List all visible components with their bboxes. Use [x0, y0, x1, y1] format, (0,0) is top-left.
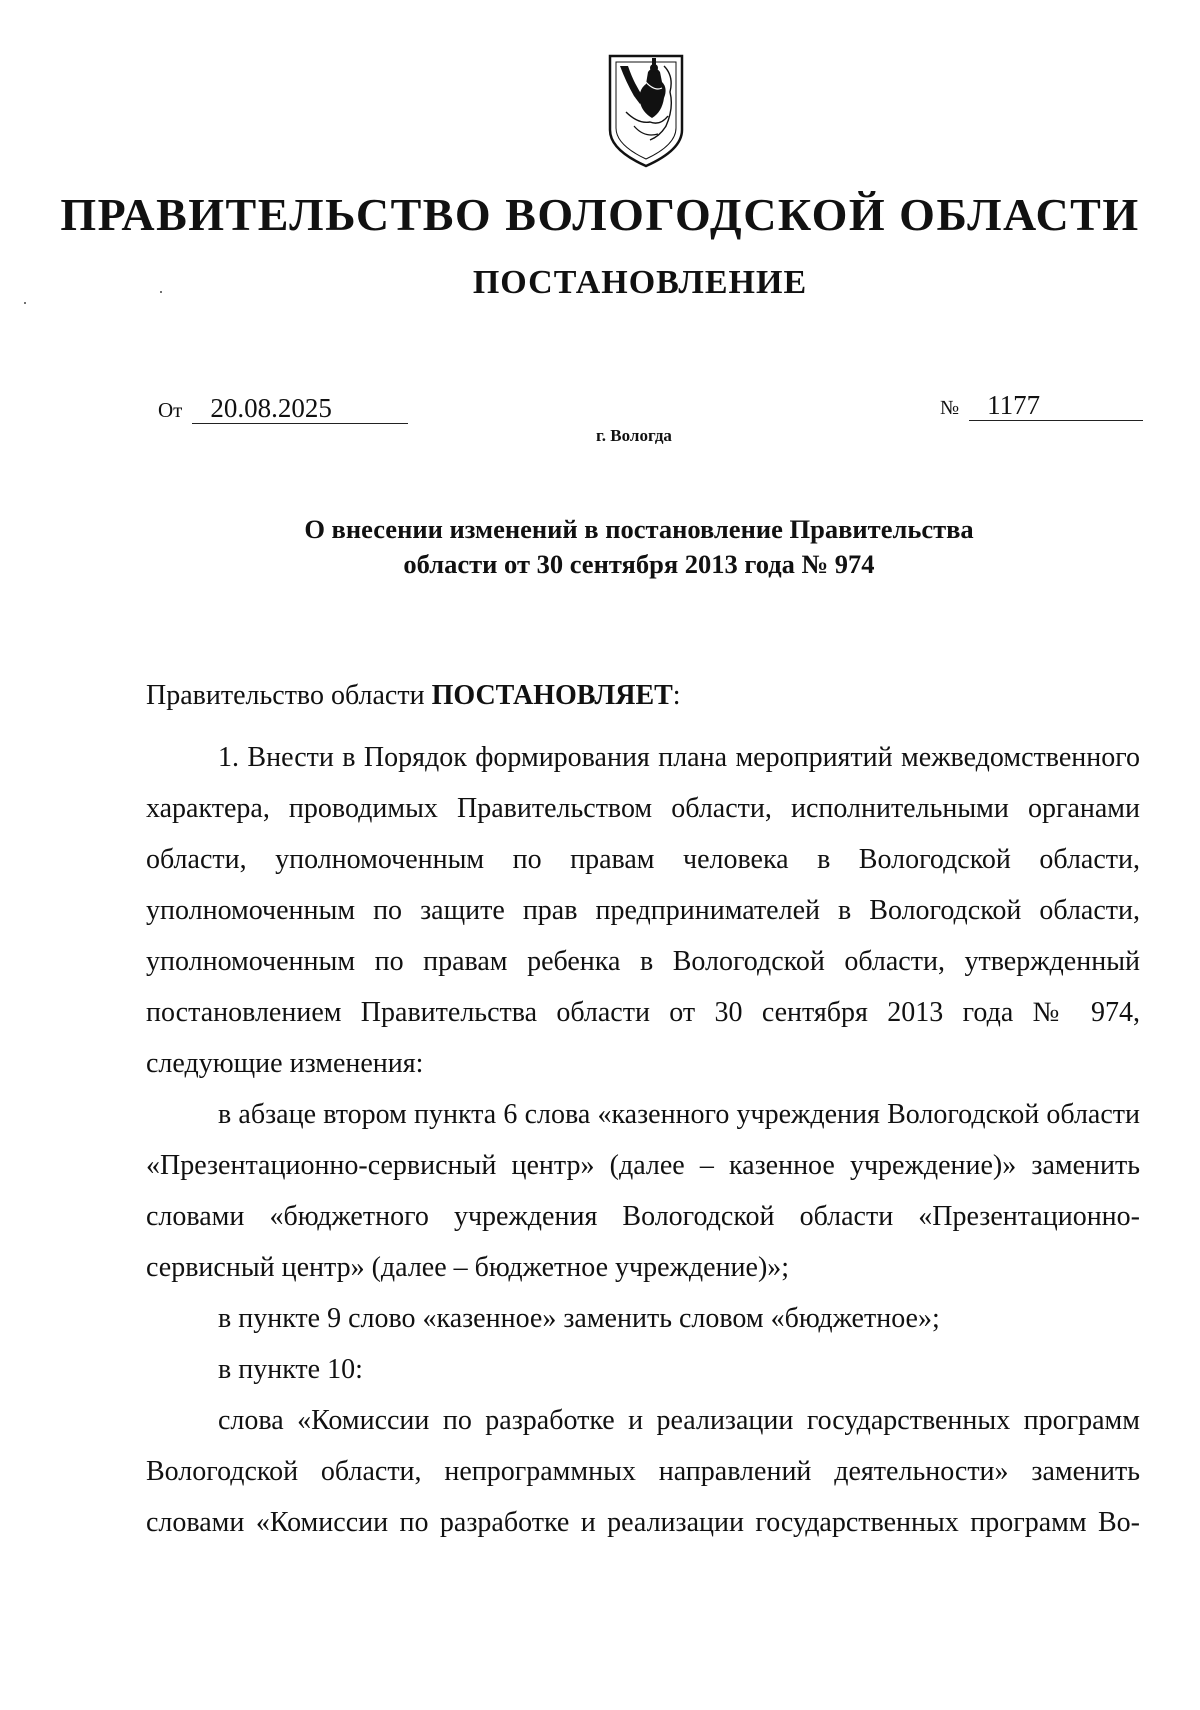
- government-title: ПРАВИТЕЛЬСТВО ВОЛОГОДСКОЙ ОБЛАСТИ: [60, 189, 1140, 240]
- document-subject: [0, 512, 1200, 582]
- date-label: От: [158, 398, 183, 422]
- body-paragraph: в пункте 9 слово «казенное» заменить словом «бюджетное»;: [218, 1303, 940, 1334]
- document-date: [158, 393, 408, 424]
- scan-speck: [24, 302, 26, 304]
- document-number: [940, 390, 1143, 421]
- body-paragraph: слова «Комиссии по разработке и реализации государственных программ Вологодской области, непрограммных направлений деятельности» заменить словами «Комиссии по разработке и реализации государственных программ Во-: [146, 1405, 1140, 1538]
- document-type-heading: ПОСТАНОВЛЕНИЕ: [472, 264, 808, 301]
- number-label: №: [940, 397, 960, 419]
- subject-line: О внесении изменений в постановление Правительства: [304, 514, 974, 544]
- number-value: 1177: [969, 390, 1143, 421]
- body-paragraph: в пункте 10:: [218, 1354, 363, 1385]
- city-name: г. Вологда: [596, 426, 672, 445]
- body-paragraph: в абзаце втором пункта 6 слова «казенного учреждения Вологодской области «Презентационно-сервисный центр» (далее – казенное учреждение)» заменить словами «бюджетного учреждения Вологодской области «Презентационно-сервисный центр» (далее – бюджетное учреждение)»;: [146, 1099, 1140, 1283]
- scan-speck: [160, 291, 162, 293]
- vologda-coat-of-arms-icon: [604, 52, 688, 170]
- preamble: [146, 670, 1140, 721]
- body-paragraph: 1. Внести в Порядок формирования плана мероприятий межведомственного характера, проводимых Правительством области, исполнительными органами области, уполномоченным по правам человека в Вологодской области, уполномоченным по защите прав предпринимателей в Вологодской области, уполномоченным по правам ребенка в Вологодской области, утвержденный постановлением Правительства области от 30 сентября 2013 года № 974, следующие изменения:: [146, 742, 1140, 1079]
- subject-line: области от 30 сентября 2013 года № 974: [403, 549, 875, 579]
- document-body: [146, 670, 1140, 1548]
- date-value: 20.08.2025: [192, 393, 408, 424]
- preamble-keyword: ПОСТАНОВЛЯЕТ: [431, 680, 673, 711]
- preamble-text: Правительство области: [146, 680, 432, 711]
- preamble-colon: :: [672, 680, 681, 711]
